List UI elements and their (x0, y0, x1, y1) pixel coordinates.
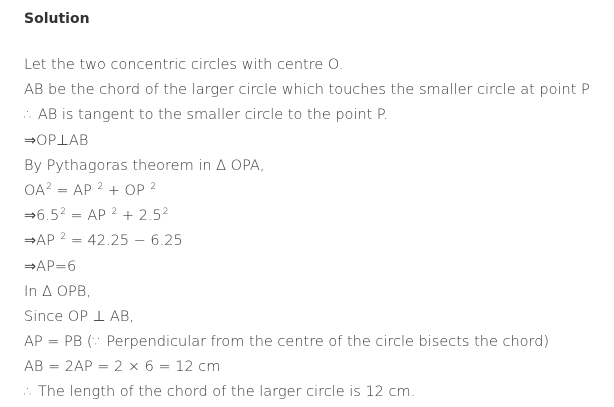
solution-line: AB be the chord of the larger circle which touches the smaller circle at point P (24, 82, 590, 99)
solution-line: AP = PB (∵ Perpendicular from the centre of the circle bisects the chord) (24, 334, 550, 351)
exponent: 2 (46, 181, 52, 192)
exponent: 2 (150, 181, 157, 192)
solution-line: Let the two concentric circles with centre O. (24, 57, 344, 73)
solution-line: ∴ AB is tangent to the smaller circle to the point P. (24, 107, 389, 124)
solution-body (24, 53, 614, 406)
solution-line: By Pythagoras theorem in Δ OPA, (24, 157, 265, 174)
exponent: 2 (60, 232, 67, 243)
solution-heading: Solution (24, 11, 90, 27)
solution-document (24, 9, 614, 406)
exponent: 2 (60, 207, 66, 218)
solution-line: Since OP ⊥ AB, (24, 308, 134, 325)
solution-line: AB = 2AP = 2 × 6 = 12 cm (24, 359, 221, 376)
solution-line: ⇒AP $^2$ = 42.25 − 6.25 (24, 232, 183, 250)
solution-line: ∴ The length of the chord of the larger circle is 12 cm. (24, 384, 416, 401)
exponent: 2 (111, 207, 118, 218)
solution-line: $\Rightarrow 6.5^2$ = AP $^2 + 2.5^2$ (24, 207, 169, 225)
solution-line: $OA^2$ = AP $^2$ + OP $^2$ (24, 181, 157, 199)
exponent: 2 (162, 207, 169, 218)
solution-line: In Δ OPB, (24, 283, 91, 300)
solution-line: ⇒AP=6 (24, 258, 77, 275)
solution-line: ⇒OP⊥AB (24, 132, 89, 149)
exponent: 2 (97, 181, 104, 192)
